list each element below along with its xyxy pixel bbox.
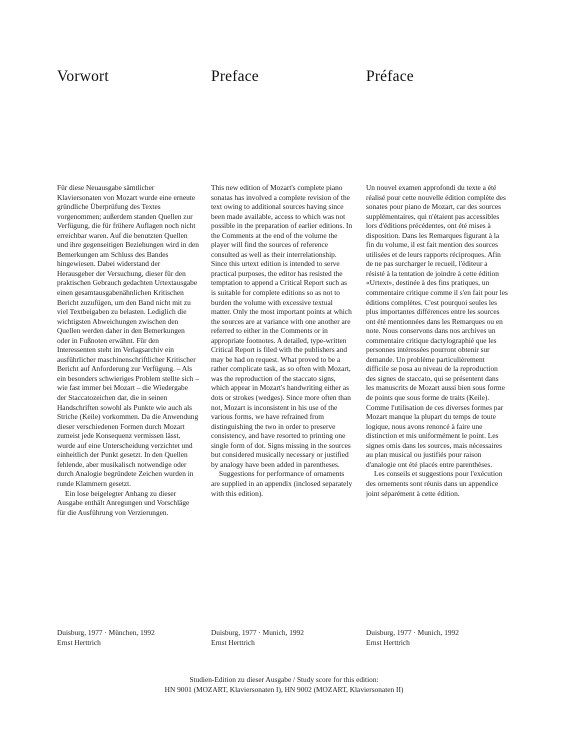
place-date: Duisburg, 1977 · München, 1992	[57, 628, 155, 637]
column-german	[57, 68, 199, 647]
author-name: Ernst Herttrich	[211, 637, 255, 647]
paragraph: This new edition of Mozart's complete piano sonatas has involved a complete revision of the text owing to additional sources having since been made available, access to which was not possible in the preparation of earlier editions. In the Comments at the end of the volume the player will find the sources of reference consulted as well as their interrelationship. Since this urtext edition is intended to serve practical purposes, the editor has resisted the temptation to append a Critical Report such as is suitable for complete editions so as not to burden the volume with excessive textual matter. Only the most important points at which the sources are at variance with one another are referred to either in the Comments or in appropriate footnotes. A detailed, type-written Critical Report is filed with the publishers and may be had on request. What proved to be a rather complicate task, as so often with Mozart, was the reproduction of the staccato signs, which appear in Mozart's handwriting either as dots or strokes (wedges). Since more often than not, Mozart is inconsistent in his use of the various forms, we have refrained from distinguishing the two in order to preserve consistency, and have resorted to printing one single form of dot. Signs missing in the sources but considered musically necessary or justified by analogy have been added in parentheses.	[211, 183, 353, 469]
footer-line: HN 9001 (MOZART, Klaviersonaten I), HN 9002 (MOZART, Klaviersonaten II)	[164, 684, 404, 694]
column-title: Vorwort	[57, 68, 109, 85]
paragraph: Les conseils et suggestions pour l'exécution des ornements sont réunis dans un appendice joint séparément à cette édition.	[366, 469, 503, 498]
author-name: Ernst Herttrich	[57, 637, 101, 647]
column-title: Preface	[211, 68, 259, 85]
signature-block	[366, 628, 508, 647]
column-title: Préface	[366, 68, 414, 85]
column-body	[57, 183, 199, 607]
paragraph: Un nouvel examen approfondi du texte a été réalisé pour cette nouvelle édition complète des sonates pour piano de Mozart, car des sources supplémentaires, qui n'étaient pas accessibles lors d'éditions précédentes, ont été mises à disposition. Dans les Remarques figurant à la fin du volume, il est fait mention des sources utilisées et de leurs rapports réciproques. Afin de ne pas surcharger le recueil, l'éditeur a résisté à la tentation de joindre à cette édition «Urtext», destinée à des fins pratiques, un commentaire critique comme il s'en fait pour les éditions complètes. C'est pourquoi seules les plus importantes différences entre les sources ont été mentionnées dans les Remarques ou en note. Nous conservons dans nos archives un commentaire critique dactylographié que les personnes intéressées pourront obtenir sur demande. Un problème particulièrement difficile se posa au niveau de la reproduction des signes de staccato, qui se présentent dans les manuscrits de Mozart aussi bien sous forme de points que sous forme de traits (Keile). Comme l'utilisation de ces diverses formes par Mozart manque la plupart du temps de toute logique, nous avons renoncé à faire une distinction et mis uniformément le point. Les signes omis dans les sources, mais nécessaires au plan musical ou justifiés pour raison d'analogie ont été placés entre parenthèses.	[366, 183, 508, 469]
place-date: Duisburg, 1977 · Munich, 1992	[366, 628, 459, 637]
footer-line: Studien-Edition zu dieser Ausgabe / Study score for this edition:	[189, 675, 379, 684]
signature-block	[57, 628, 199, 647]
column-body	[211, 183, 353, 607]
column-french	[366, 68, 508, 647]
column-english	[211, 68, 353, 647]
footer-note	[0, 675, 568, 694]
paragraph: Ein lose beigelegter Anhang zu dieser Ausgabe enthält Anregungen und Vorschläge für die Ausführung von Verzierungen.	[57, 488, 190, 517]
author-name: Ernst Herttrich	[366, 637, 410, 647]
column-body	[366, 183, 508, 607]
paragraph: Suggestions for performance of ornaments are supplied in an appendix (inclosed separately with this edition).	[211, 469, 353, 498]
signature-block	[211, 628, 353, 647]
paragraph: Für diese Neuausgabe sämtlicher Klaviersonaten von Mozart wurde eine erneute gründliche Überprüfung des Textes vorgenommen; außerdem standen Quellen zur Verfügung, die für frühere Auflagen noch nicht erreichbar waren. Auf die benutzten Quellen und ihre gegenseitigen Beziehungen wird in den Bemerkungen am Schluss des Bandes hingewiesen. Dabei widerstand der Herausgeber der Versuchung, dieser für den praktischen Gebrauch gedachten Urtextausgabe einen gesamtausgabenähnlichen Kritischen Bericht zuzufügen, um den Band nicht mit zu viel Textbeigaben zu belasten. Lediglich die wichtigsten Abweichungen zwischen den Quellen werden daher in den Bemerkungen oder in Fußnoten erwähnt. Für den Interessenten steht im Verlagsarchiv ein ausführlicher maschinenschriftlicher Kritischer Bericht auf Anforderung zur Verfügung. – Als ein besonders schwieriges Problem stellte sich – wie fast immer bei Mozart – die Wiedergabe der Staccatozeichen dar, die in seinen Handschriften sowohl als Punkte wie auch als Striche (Keile) vorkommen. Da die Anwendung dieser verschiedenen Formen durch Mozart zumeist jede Konsequenz vermissen lässt, wurde auf eine Unterscheidung verzichtet und einheitlich der Punkt gesetzt. In den Quellen fehlende, aber musikalisch notwendige oder durch Analogie begründete Zeichen wurden in runde Klammern gesetzt.	[57, 183, 199, 488]
place-date: Duisburg, 1977 · Munich, 1992	[211, 628, 304, 637]
